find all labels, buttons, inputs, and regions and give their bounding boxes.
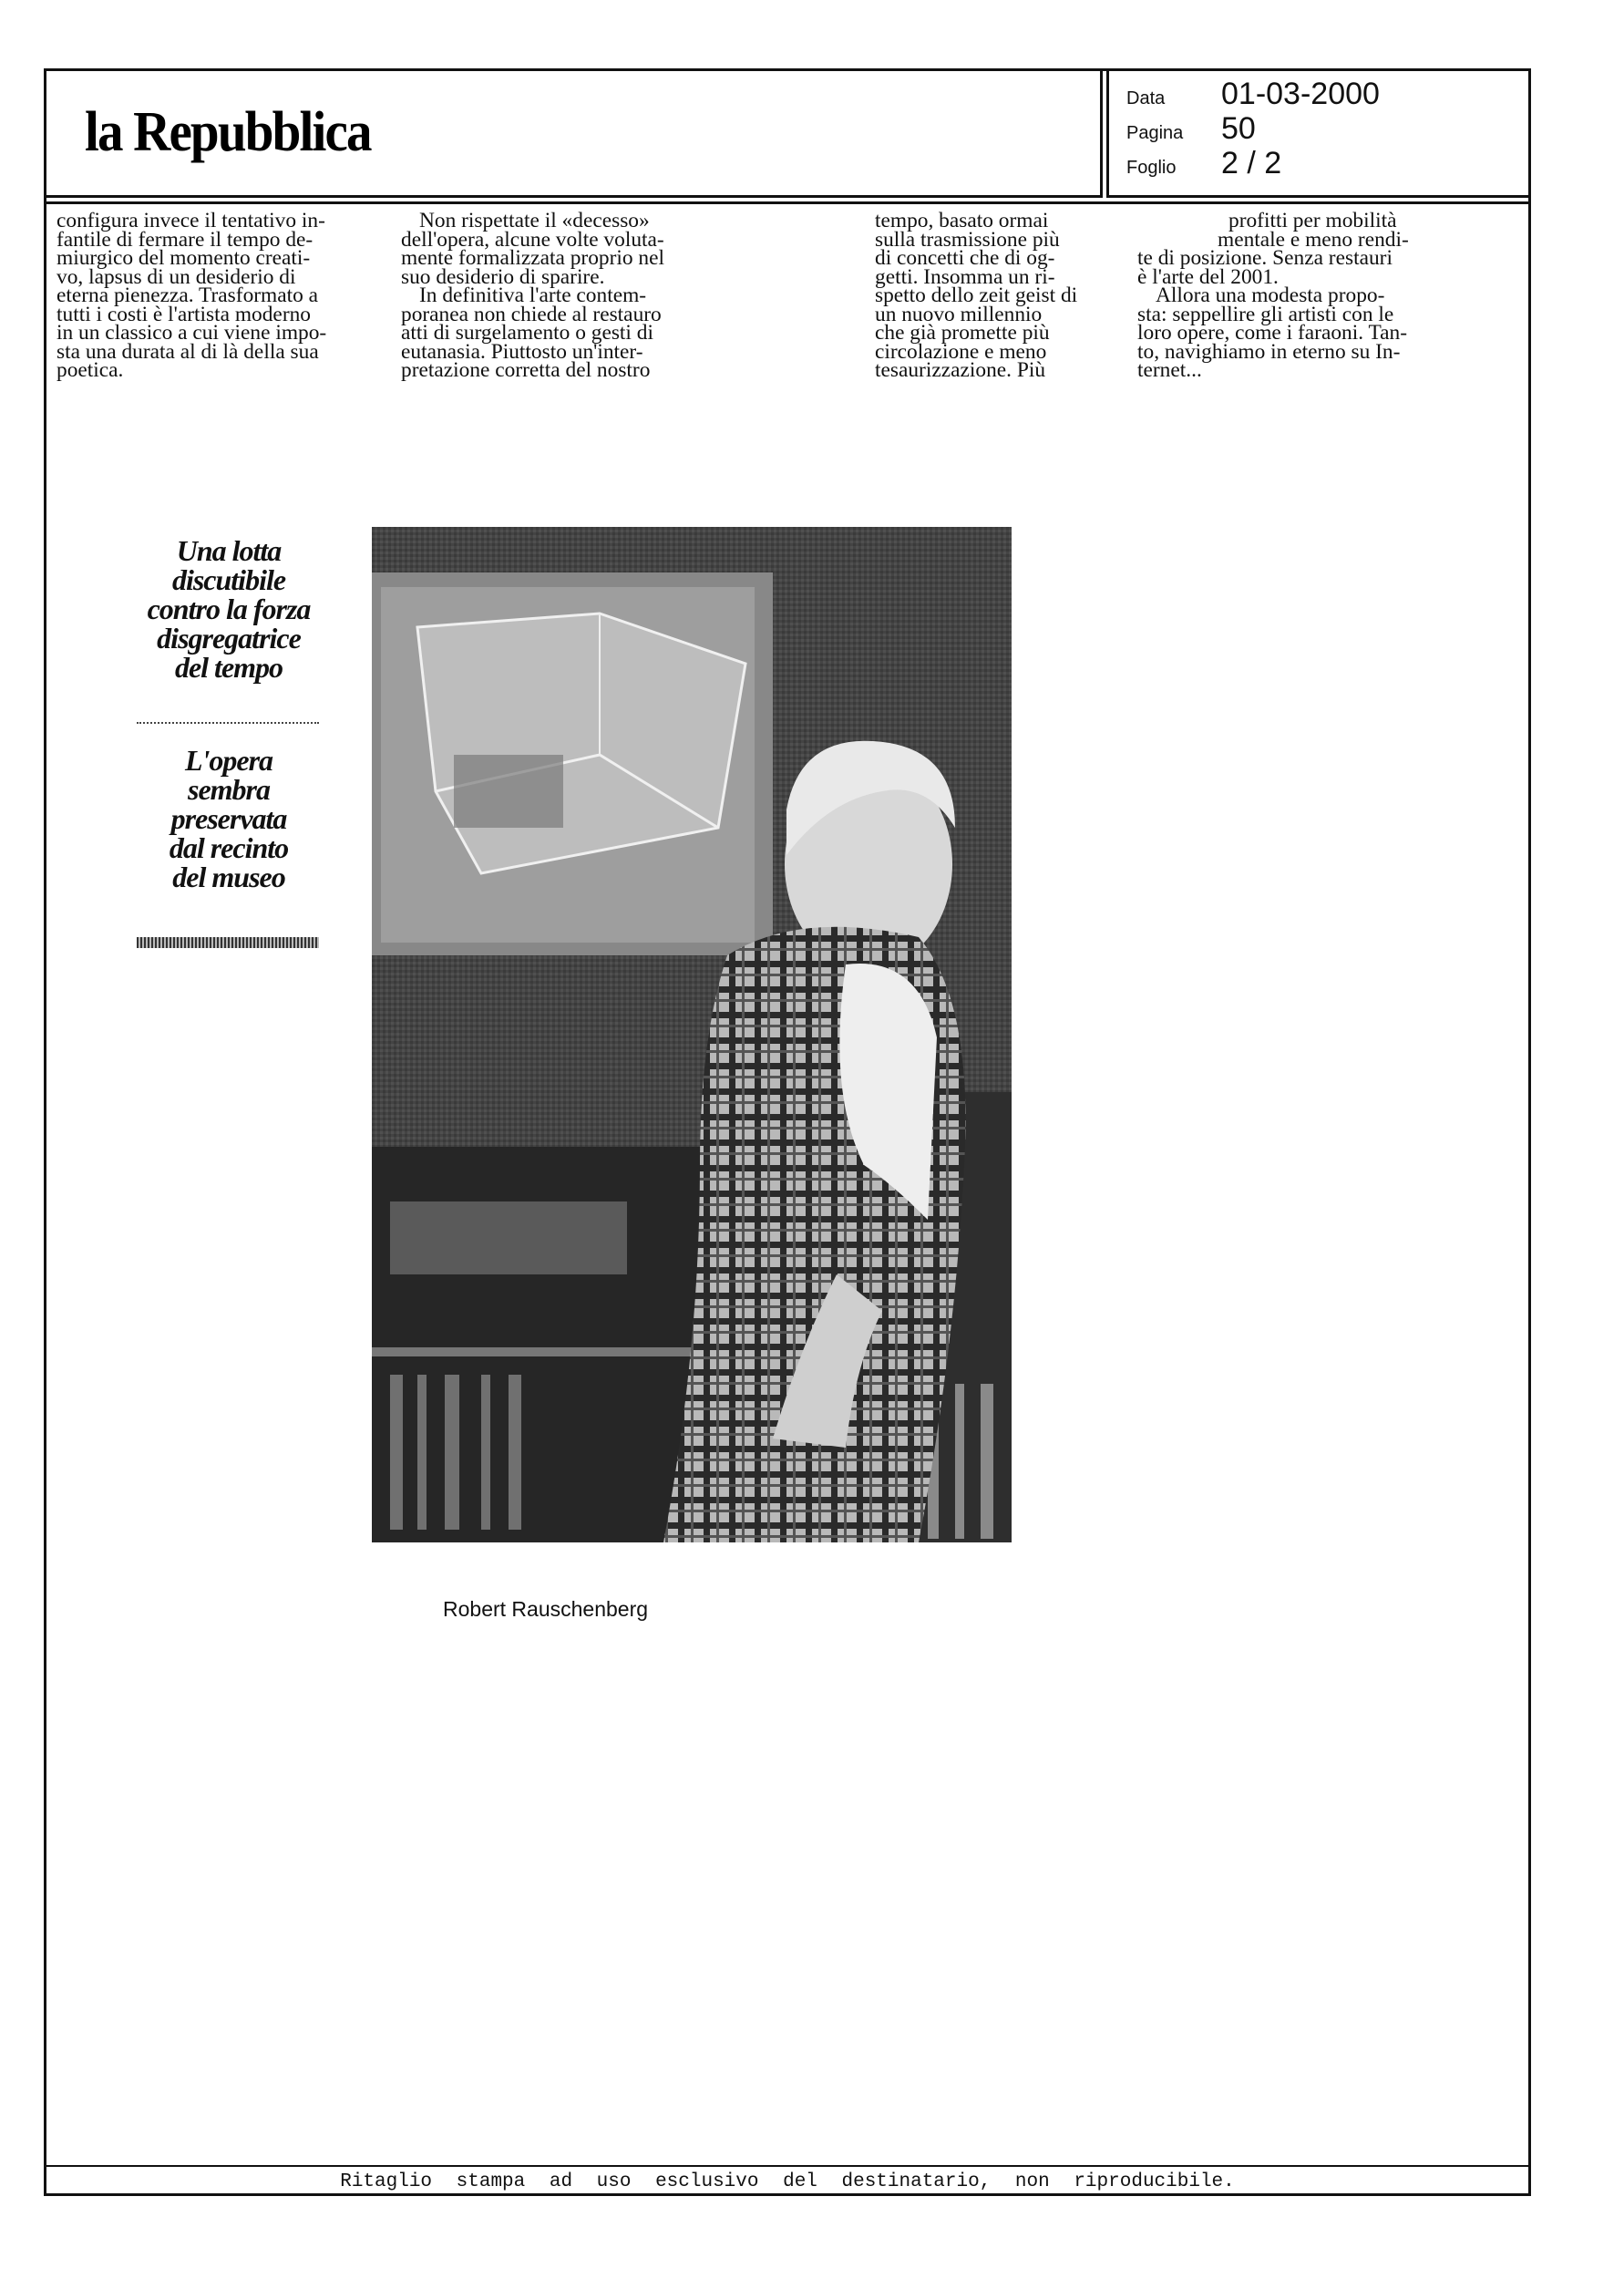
article-column-4 bbox=[1137, 211, 1487, 380]
text-line: eterna pienezza. Trasformato a bbox=[57, 284, 319, 307]
meta-page-value: 50 bbox=[1221, 111, 1256, 146]
text-line: atti di surgelamento o gesti di bbox=[401, 321, 653, 345]
text-line: sulla trasmissione più bbox=[875, 227, 1060, 252]
text-line: vo, lapsus di un desiderio di bbox=[57, 264, 296, 289]
text-line: to, navighiamo in eterno su In- bbox=[1137, 339, 1401, 364]
pullquote-separator bbox=[137, 722, 319, 724]
pullquote-line: Una lotta bbox=[176, 534, 282, 567]
photo-caption: Robert Rauschenberg bbox=[443, 1597, 649, 1621]
portrait-photo bbox=[372, 527, 1012, 1542]
pullquote-bar bbox=[137, 937, 319, 948]
text-line: pretazione corretta del nostro bbox=[401, 358, 651, 382]
article-column-2 bbox=[401, 211, 758, 380]
meta-sheet-label: Foglio bbox=[1126, 158, 1177, 178]
text-line: Non rispettate il «decesso» bbox=[419, 209, 650, 232]
text-line: un nuovo millennio bbox=[875, 302, 1043, 326]
text-line: circolazione e meno bbox=[875, 339, 1047, 364]
text-line: tutti i costi è l'artista moderno bbox=[57, 302, 311, 326]
pullquote-line: sembra bbox=[188, 773, 270, 806]
text-line: miurgico del momento creati- bbox=[57, 246, 311, 270]
text-line: configura invece il tentativo in- bbox=[57, 209, 325, 232]
pullquote-line: L'opera bbox=[184, 744, 273, 777]
text-line: In definitiva l'arte contem- bbox=[419, 284, 647, 307]
meta-date-value: 01-03-2000 bbox=[1221, 77, 1380, 111]
text-line: ternet... bbox=[1137, 358, 1202, 382]
pullquote-line: del tempo bbox=[174, 651, 283, 684]
text-line: che già promette più bbox=[875, 321, 1050, 345]
meta-page bbox=[1126, 111, 1256, 147]
text-line: sta una durata al di là della sua bbox=[57, 339, 319, 364]
text-line: fantile di fermare il tempo de- bbox=[57, 227, 313, 252]
pullquote-line: dal recinto bbox=[169, 831, 289, 864]
text-line: getti. Insomma un ri- bbox=[875, 264, 1055, 289]
meta-page-label: Pagina bbox=[1126, 123, 1184, 143]
text-line: suo desiderio di sparire. bbox=[401, 264, 605, 289]
text-line: dell'opera, alcune volte voluta- bbox=[401, 227, 664, 252]
meta-sheet-value: 2 / 2 bbox=[1221, 146, 1282, 180]
text-line: loro opere, come i faraoni. Tan- bbox=[1137, 321, 1408, 345]
pullquote-1 bbox=[133, 536, 324, 682]
text-line: tempo, basato ormai bbox=[875, 209, 1049, 232]
text-line: spetto dello zeit geist di bbox=[875, 284, 1078, 307]
pullquote-line: discutibile bbox=[171, 563, 286, 596]
meta-date-label: Data bbox=[1126, 88, 1166, 108]
footer-divider bbox=[44, 2165, 1531, 2167]
text-line: mente formalizzata proprio nel bbox=[401, 246, 665, 270]
text-line: poetica. bbox=[57, 358, 124, 382]
text-line: te di posizione. Senza restauri bbox=[1137, 246, 1393, 270]
pullquote-2 bbox=[133, 746, 324, 892]
pullquote-line: preservata bbox=[170, 802, 287, 835]
text-line: mentale e meno rendi- bbox=[1218, 227, 1409, 252]
photo-illustration bbox=[372, 527, 1012, 1542]
text-line: tesaurizzazione. Più bbox=[875, 358, 1046, 382]
header-divider bbox=[44, 201, 1531, 204]
pullquote-line: disgregatrice bbox=[157, 622, 301, 655]
text-line: sta: seppellire gli artisti con le bbox=[1137, 302, 1394, 326]
text-line: in un classico a cui viene impo- bbox=[57, 321, 327, 345]
pullquote-line: del museo bbox=[172, 861, 285, 893]
text-line: è l'arte del 2001. bbox=[1137, 264, 1279, 289]
article-column-3 bbox=[875, 211, 1119, 380]
text-line: Allora una modesta propo- bbox=[1156, 284, 1385, 307]
pullquote-line: contro la forza bbox=[147, 593, 311, 625]
text-line: poranea non chiede al restauro bbox=[401, 302, 662, 326]
text-line: eutanasia. Piuttosto un'inter- bbox=[401, 339, 643, 364]
meta-sheet bbox=[1126, 146, 1281, 181]
text-line: di concetti che di og- bbox=[875, 246, 1055, 270]
text-line: profitti per mobilità bbox=[1228, 209, 1397, 232]
newspaper-masthead: la Repubblica bbox=[85, 101, 371, 163]
footer-notice: Ritaglio stampa ad uso esclusivo del destinatario, non riproducibile. bbox=[340, 2171, 1235, 2192]
article-column-1 bbox=[57, 211, 394, 380]
meta-date bbox=[1126, 77, 1380, 112]
